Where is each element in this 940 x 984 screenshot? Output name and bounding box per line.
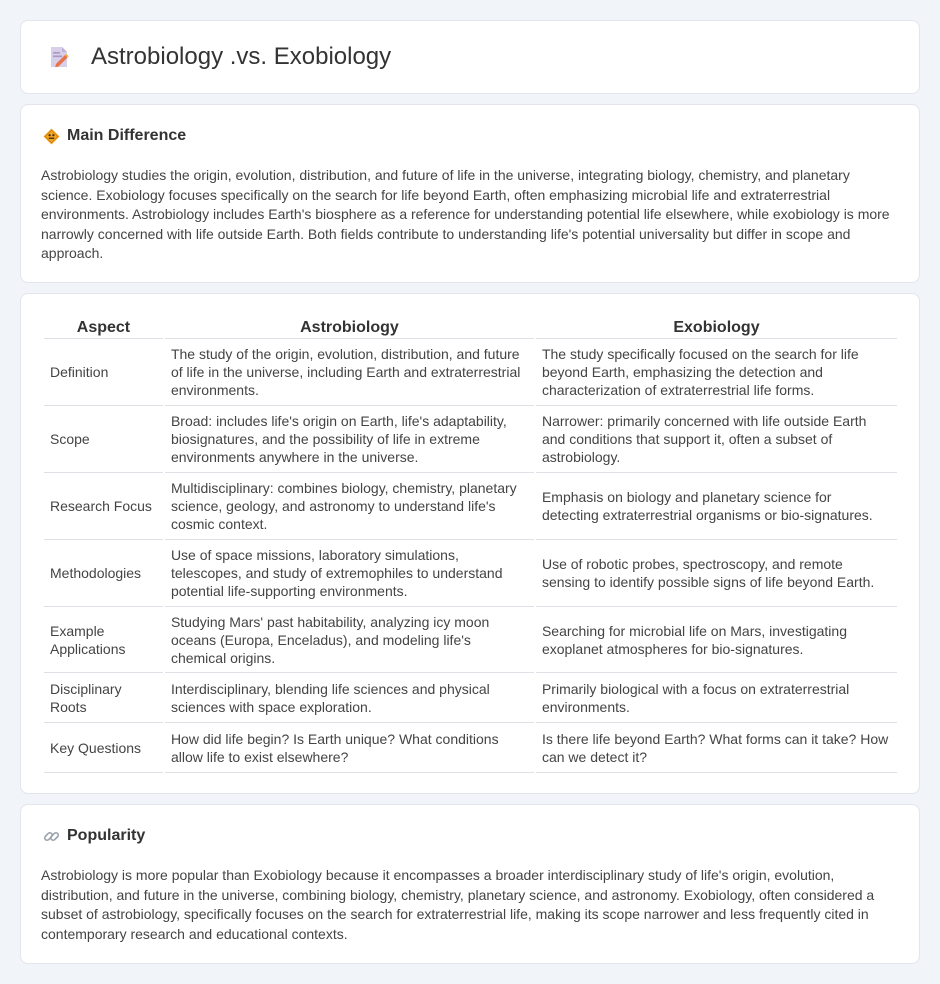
exobiology-cell: Primarily biological with a focus on extraterrestrial environments. xyxy=(536,673,897,723)
exobiology-cell: Is there life beyond Earth? What forms can it take? How can we detect it? xyxy=(536,723,897,773)
link-icon xyxy=(43,828,60,845)
aspect-cell: Disciplinary Roots xyxy=(44,673,163,723)
table-row xyxy=(44,673,897,723)
header-card xyxy=(20,20,920,94)
aspect-cell: Key Questions xyxy=(44,723,163,773)
table-row xyxy=(44,540,897,607)
astrobiology-cell: Multidisciplinary: combines biology, chemistry, planetary science, geology, and astronomy to understand life's cosmic context. xyxy=(165,473,534,540)
exobiology-cell: The study specifically focused on the search for life beyond Earth, emphasizing the detection and characterization of extraterrestrial life forms. xyxy=(536,339,897,406)
astrobiology-cell: Use of space missions, laboratory simulations, telescopes, and study of extremophiles to understand potential life-supporting environments. xyxy=(165,540,534,607)
table-row xyxy=(44,723,897,773)
astrobiology-cell: Broad: includes life's origin on Earth, life's adaptability, biosignatures, and the possibility of life in extreme environments anywhere in the universe. xyxy=(165,406,534,473)
exobiology-cell: Emphasis on biology and planetary science for detecting extraterrestrial organisms or bio-signatures. xyxy=(536,473,897,540)
exobiology-cell: Searching for microbial life on Mars, investigating exoplanet atmospheres for bio-signatures. xyxy=(536,607,897,673)
column-header-exobiology: Exobiology xyxy=(536,316,897,339)
table-row xyxy=(44,339,897,406)
astrobiology-cell: How did life begin? Is Earth unique? What conditions allow life to exist elsewhere? xyxy=(165,723,534,773)
popularity-card xyxy=(20,804,920,964)
table-row xyxy=(44,473,897,540)
aspect-cell: Scope xyxy=(44,406,163,473)
exobiology-cell: Narrower: primarily concerned with life outside Earth and conditions that support it, often a subset of astrobiology. xyxy=(536,406,897,473)
main-difference-text: Astrobiology studies the origin, evolution, distribution, and future of life in the universe, integrating biology, chemistry, and planetary science. Exobiology focuses specifically on the search for life beyond Earth, often emphasizing microbial life and extraterrestrial environments. Astrobiology includes Earth's biosphere as a reference for understanding potential life elsewhere, while exobiology is more narrowly concerned with life outside Earth. Both fields contribute to understanding life's potential universality but differ in scope and approach. xyxy=(41,167,890,262)
popularity-text: Astrobiology is more popular than Exobiology because it encompasses a broader interdisciplinary study of life's origin, evolution, distribution, and future in the universe, combining biology, chemistry, planetary science, and astronomy. Exobiology, often considered a subset of astrobiology, specifically focuses on the search for extraterrestrial life, making its scope narrower and less frequently cited in contemporary research and educational contexts. xyxy=(41,867,875,942)
comparison-table xyxy=(42,316,899,773)
astrobiology-cell: Interdisciplinary, blending life sciences and physical sciences with space exploration. xyxy=(165,673,534,723)
aspect-cell: Definition xyxy=(44,339,163,406)
aspect-cell: Example Applications xyxy=(44,607,163,673)
popularity-heading xyxy=(43,827,145,845)
comparison-card xyxy=(20,293,920,794)
main-difference-card xyxy=(20,104,920,283)
astrobiology-cell: The study of the origin, evolution, distribution, and future of life in the universe, including Earth and extraterrestrial environments. xyxy=(165,339,534,406)
aspect-cell: Research Focus xyxy=(44,473,163,540)
column-header-astrobiology: Astrobiology xyxy=(165,316,534,339)
exobiology-cell: Use of robotic probes, spectroscopy, and remote sensing to identify possible signs of life beyond Earth. xyxy=(536,540,897,607)
document-pencil-icon xyxy=(47,45,71,69)
diamond-sign-icon xyxy=(43,128,60,145)
table-row xyxy=(44,406,897,473)
table-row xyxy=(44,607,897,673)
main-difference-heading xyxy=(43,127,186,145)
column-header-aspect: Aspect xyxy=(44,316,163,339)
section-title: Popularity xyxy=(67,827,146,844)
section-title: Main Difference xyxy=(67,127,187,144)
aspect-cell: Methodologies xyxy=(44,540,163,607)
astrobiology-cell: Studying Mars' past habitability, analyzing icy moon oceans (Europa, Enceladus), and modeling life's chemical origins. xyxy=(165,607,534,673)
table-header-row xyxy=(44,316,897,339)
page-title: Astrobiology .vs. Exobiology xyxy=(91,43,392,70)
